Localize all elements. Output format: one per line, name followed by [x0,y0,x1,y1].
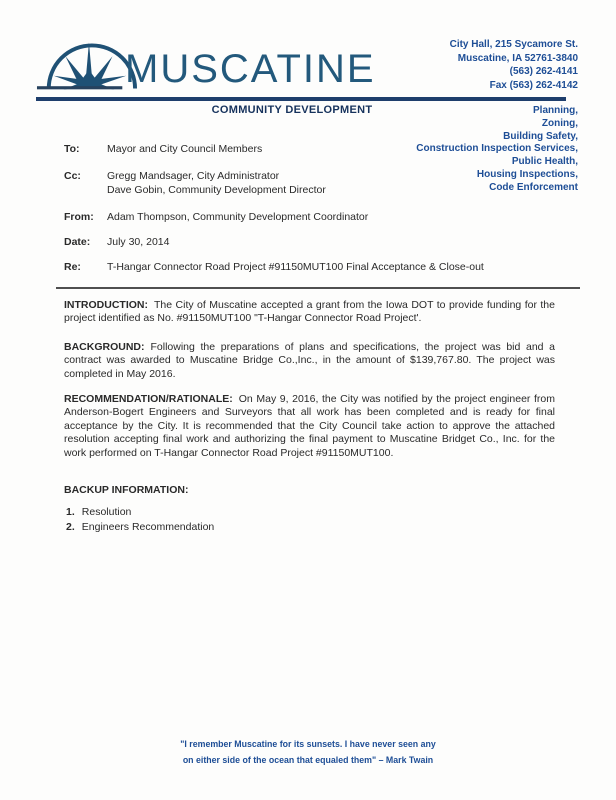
field-value: July 30, 2014 [107,236,170,248]
section-divider-rule [56,287,580,289]
field-label: Re: [64,261,81,273]
field-value [107,169,326,197]
list-item-number: 2. [66,520,75,533]
field-value: Mayor and City Council Members [107,143,263,155]
paragraph-body: On May 9, 2016, the City was notified by the project engineer from Anderson-Bogert Engineers and Surveyors that all work has been completed and is ready for final acceptance by the City. It is recommended that the City Council take action to approve the attached resolution accepting final work and authorizing the final payment to Muscatine Bridget Co., Inc. for the work performed on T-Hangar Connector Road Project #91150MUT100. [64,393,555,459]
list-item-text: Engineers Recommendation [81,520,215,533]
service-item: Building Safety, [503,130,578,142]
phone-line: (563) 262-4141 [509,66,578,77]
field-label: To: [64,143,80,155]
memo-field-from [64,210,564,224]
memo-field-cc [64,169,564,197]
list-item [66,505,214,520]
fax-line: Fax (563) 262-4142 [489,79,578,91]
service-item: Code Enforcement [489,181,578,193]
background-paragraph [64,341,555,381]
footer-quote-line: on either side of the ocean that equaled them" – Mark Twain [182,755,434,765]
field-value: Adam Thompson, Community Development Coordinator [107,211,369,223]
paragraph-body: Following the preparations of plans and specifications, the project was bid and a contract was awarded to Muscatine Bridge Co.,Inc., in the amount of $139,767.80. The project was completed in May 2016. [64,341,555,380]
recommendation-paragraph [64,393,555,460]
cc-line: Gregg Mandsager, City Administrator [107,170,280,182]
letterhead-divider-rule [36,97,566,101]
address-line: Muscatine, IA 52761-3840 [457,52,578,64]
field-label: From: [64,211,94,223]
list-item-text: Resolution [81,506,132,518]
service-item: Public Health, [511,156,578,168]
letterhead-address-block [450,38,578,92]
list-item [66,520,214,535]
service-item: Zoning, [541,117,578,129]
backup-information-heading: BACKUP INFORMATION: [64,484,189,496]
introduction-paragraph [64,299,555,326]
backup-items-list [66,505,214,534]
paragraph-heading: RECOMMENDATION/RATIONALE: [64,393,233,405]
field-label: Cc: [64,170,81,182]
field-label: Date: [64,236,91,248]
service-item: Planning, [533,105,578,116]
paragraph-heading: BACKGROUND: [64,341,145,353]
memo-field-date [64,235,564,249]
footer-quote [0,736,616,768]
address-line: City Hall, 215 Sycamore St. [449,39,578,50]
compass-rose-icon [36,40,138,92]
paragraph-heading: INTRODUCTION: [64,299,148,311]
memo-field-re [64,260,564,274]
service-item: Housing Inspections, [476,168,578,180]
paragraph-body: The City of Muscatine accepted a grant from the Iowa DOT to provide funding for the project identified as No. #91150MUT100 "T-Hangar Connector Road Project'. [64,299,555,325]
brand-wordmark: MUSCATINE [125,47,376,91]
memo-field-to [64,142,564,156]
footer-quote-line: "I remember Muscatine for its sunsets. I have never seen any [180,739,436,749]
cc-line: Dave Gobin, Community Development Director [107,184,326,196]
field-value: T-Hangar Connector Road Project #91150MUT100 Final Acceptance & Close-out [107,261,484,273]
service-item: Construction Inspection Services, [416,143,578,155]
department-banner: COMMUNITY DEVELOPMENT [211,104,373,116]
list-item-number: 1. [66,506,75,518]
